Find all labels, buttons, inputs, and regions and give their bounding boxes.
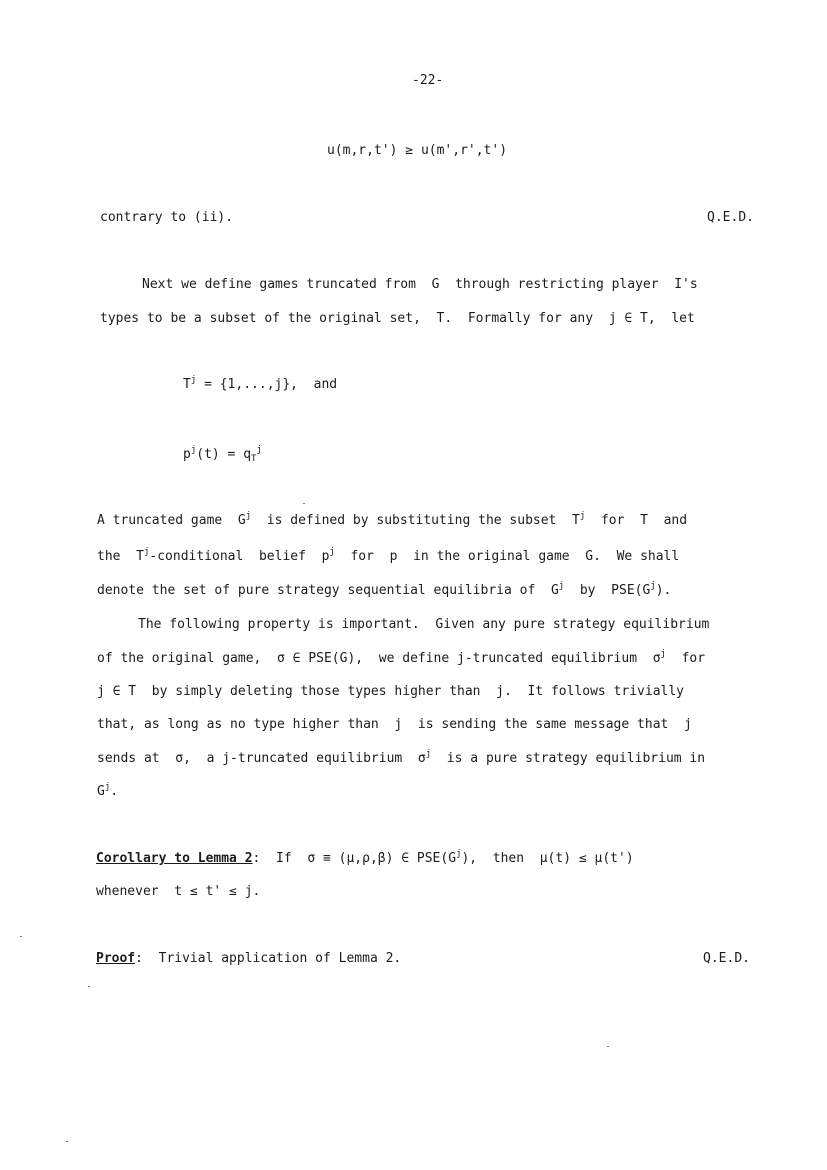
para1-line2: types to be a subset of the original set, T. Formally for any j ∈ T, let <box>100 311 695 326</box>
corollary-label: Corollary to Lemma 2 <box>96 851 253 866</box>
scan-speck <box>88 986 90 987</box>
definition-T-j: $T^j = \{1,...,j\}$, and <box>183 375 338 392</box>
contrary-text: contrary to (ii). <box>100 210 234 225</box>
para2-line2: the $T^j$-conditional belief $p^j$ for p in the original game G. We shall <box>97 547 680 564</box>
para3-line5: sends at σ, a j-truncated equilibrium $\sigma^j$ is a pure strategy equilibrium in <box>97 749 706 766</box>
para3-line3: j ∈ T by simply deleting those types higher than j. It follows trivially <box>97 684 684 699</box>
para3-line6: $G^j$. <box>97 782 119 799</box>
scan-speck <box>20 936 22 937</box>
qed-2: Q.E.D. <box>703 951 750 966</box>
scan-speck <box>303 503 305 504</box>
inequality-right: u(m',r',t') <box>420 143 508 158</box>
scan-speck <box>607 1046 609 1047</box>
scan-speck <box>66 1141 68 1142</box>
page-number: -22- <box>412 73 444 88</box>
para3-line2: of the original game, σ ∈ PSE(G), we define j-truncated equilibrium $\sigma^j$ for <box>97 649 706 666</box>
inequality-relation: ≥ <box>405 143 414 158</box>
inequality <box>327 143 507 159</box>
corollary-line2: whenever t ≤ t' ≤ j. <box>96 884 261 899</box>
definition-p-j: $p^j(t) = q_T^j$ <box>183 445 262 464</box>
proof-line: Proof: Trivial application of Lemma 2. <box>96 951 402 966</box>
inequality-left: u(m,r,t') <box>327 143 398 158</box>
para3-line4: that, as long as no type higher than j is sending the same message that j <box>97 717 692 732</box>
qed-1: Q.E.D. <box>707 210 754 225</box>
para1-line1: Next we define games truncated from G through restricting player I's <box>142 277 698 292</box>
para3-line1: The following property is important. Given any pure strategy equilibrium <box>138 617 710 632</box>
corollary-line1: Corollary to Lemma 2: If σ ≡ (μ,ρ,β) ∈ $PSE(G^j)$, then μ(t) ≤ μ(t') <box>96 849 634 866</box>
proof-label: Proof <box>96 951 136 966</box>
para2-line1: A truncated game $G^j$ is defined by substituting the subset $T^j$ for T and <box>97 511 688 528</box>
para2-line3: denote the set of pure strategy sequential equilibria of $G^j$ by $PSE(G^j)$. <box>97 581 672 598</box>
